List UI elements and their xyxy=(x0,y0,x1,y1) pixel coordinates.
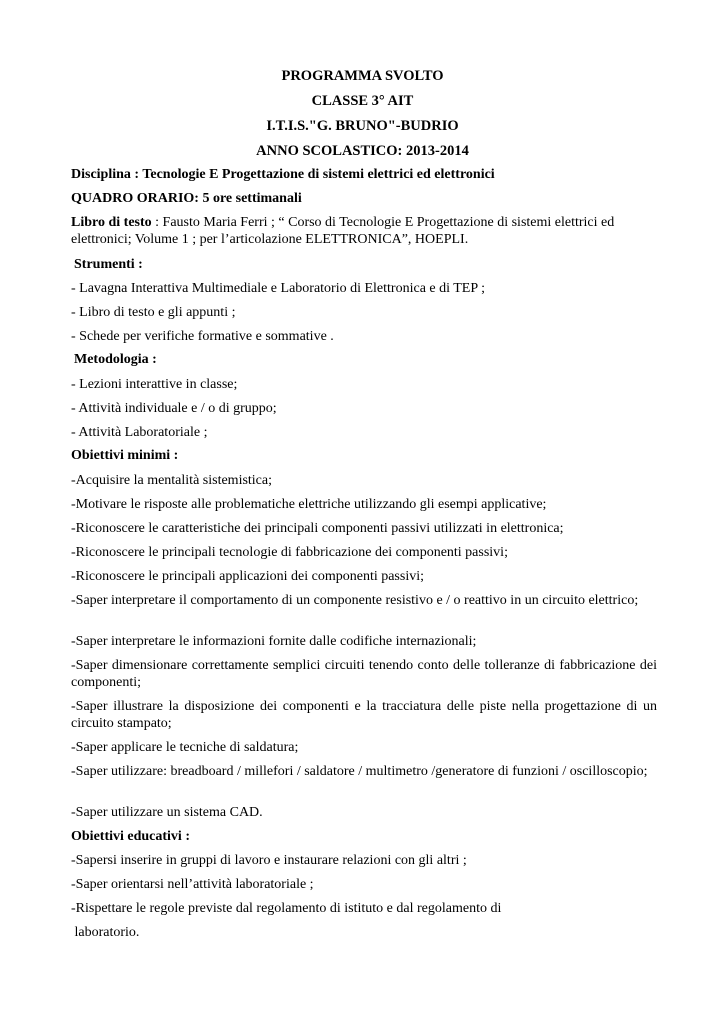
obiettivo-item: -Saper interpretare il comportamento di un componente resistivo e / o reattivo in un circuito elettrico; xyxy=(71,593,639,608)
doc-year: ANNO SCOLASTICO: 2013-2014 xyxy=(256,143,469,159)
metodologia-item: - Lezioni interattive in classe; xyxy=(71,377,238,392)
educativo-item: -Sapersi inserire in gruppi di lavoro e instaurare relazioni con gli altri ; xyxy=(71,853,467,868)
obiettivo-item: -Saper dimensionare correttamente semplici circuiti tenendo conto delle tolleranze di fabbricazione dei componenti; xyxy=(71,658,657,690)
obiettivo-item: -Riconoscere le caratteristiche dei principali componenti passivi utilizzati in elettronica; xyxy=(71,521,564,536)
obiettivo-item: -Saper illustrare la disposizione dei componenti e la tracciatura delle piste nella progettazione di un circuito stampato; xyxy=(71,699,657,731)
doc-class: CLASSE 3° AIT xyxy=(311,93,414,109)
metodologia-item: - Attività individuale e / o di gruppo; xyxy=(71,401,277,416)
educativo-item: -Rispettare le regole previste dal regolamento di istituto e dal regolamento di xyxy=(71,901,502,916)
metodologia-item: - Attività Laboratoriale ; xyxy=(71,425,208,440)
strumenti-item: - Schede per verifiche formative e sommative . xyxy=(71,329,334,344)
obiettivo-item: -Acquisire la mentalità sistemistica; xyxy=(71,473,272,488)
quadro-orario: QUADRO ORARIO: 5 ore settimanali xyxy=(71,191,302,206)
educativo-item: laboratorio. xyxy=(71,925,140,940)
strumenti-item: - Libro di testo e gli appunti ; xyxy=(71,305,236,320)
strumenti-item: - Lavagna Interattiva Multimediale e Laboratorio di Elettronica e di TEP ; xyxy=(71,281,486,296)
obiettivo-item: -Saper interpretare le informazioni fornite dalle codifiche internazionali; xyxy=(71,634,477,649)
educativo-item: -Saper orientarsi nell’attività laboratoriale ; xyxy=(71,877,314,892)
disciplina: Disciplina : Tecnologie E Progettazione di sistemi elettrici ed elettronici xyxy=(71,167,495,182)
libro-di-testo xyxy=(71,214,657,248)
metodologia-heading: Metodologia : xyxy=(74,352,157,367)
doc-school: I.T.I.S."G. BRUNO"-BUDRIO xyxy=(266,118,459,134)
obiettivo-item: -Saper utilizzare un sistema CAD. xyxy=(71,805,263,820)
obiettivi-educativi-heading: Obiettivi educativi : xyxy=(71,829,190,844)
obiettivo-item: -Saper utilizzare: breadboard / millefori / saldatore / multimetro /generatore di funzioni / oscilloscopio; xyxy=(71,764,648,779)
obiettivo-item: -Motivare le risposte alle problematiche elettriche utilizzando gli esempi applicative; xyxy=(71,497,547,512)
libro-label: Libro di testo xyxy=(71,215,152,230)
obiettivi-minimi-heading: Obiettivi minimi : xyxy=(71,448,179,463)
libro-text: : Fausto Maria Ferri ; “ Corso di Tecnologie E Progettazione di sistemi elettrici ed elettronici; Volume 1 ; per l’articolazione ELETTRONICA”, HOEPLI. xyxy=(71,215,615,247)
strumenti-heading: Strumenti : xyxy=(74,257,143,272)
obiettivo-item: -Saper applicare le tecniche di saldatura; xyxy=(71,740,299,755)
doc-title: PROGRAMMA SVOLTO xyxy=(281,68,444,84)
obiettivo-item: -Riconoscere le principali tecnologie di fabbricazione dei componenti passivi; xyxy=(71,545,508,560)
obiettivo-item: -Riconoscere le principali applicazioni dei componenti passivi; xyxy=(71,569,425,584)
